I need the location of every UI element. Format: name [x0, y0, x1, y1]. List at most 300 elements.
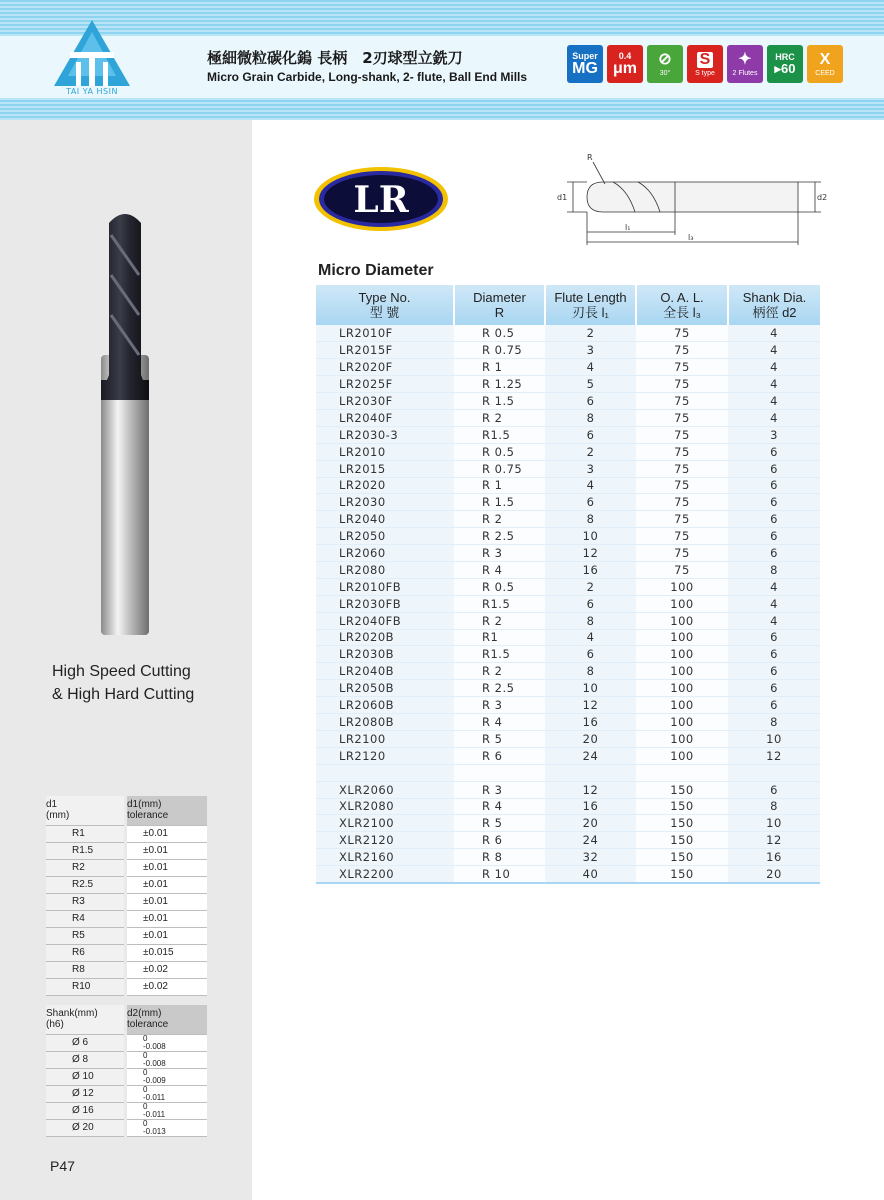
- flute-length-cell: 6: [545, 494, 636, 511]
- table-row: [316, 325, 820, 342]
- table-row: [316, 815, 820, 832]
- table-row: [316, 713, 820, 730]
- series-logo-text: LR: [353, 179, 409, 221]
- shank-dia-cell: 4: [728, 595, 820, 612]
- header-line: Shank(mm): [46, 1008, 98, 1020]
- diameter-cell: R 6: [454, 832, 545, 849]
- two-flutes-badge: [727, 45, 763, 83]
- oal-cell: 75: [636, 477, 728, 494]
- table-row: [46, 927, 207, 944]
- shank-cell: Ø 6: [46, 1034, 124, 1051]
- diameter-cell: R 2: [454, 612, 545, 629]
- title-chinese: 極細微粒碳化鎢 長柄 2刃球型立銑刀: [207, 49, 463, 67]
- diameter-cell: R 1: [454, 477, 545, 494]
- shank-tolerance-table: [46, 1005, 207, 1137]
- oal-cell: 75: [636, 409, 728, 426]
- page-number: P47: [50, 1158, 75, 1174]
- badge-sub: 2 Flutes: [732, 69, 758, 77]
- flute-length-cell: 20: [545, 815, 636, 832]
- diameter-cell: R 3: [454, 545, 545, 562]
- company-name: TAI YA HSIN: [66, 87, 118, 96]
- oal-cell: 75: [636, 325, 728, 342]
- tolerance-cell: [127, 1119, 207, 1136]
- oal-cell: 75: [636, 528, 728, 545]
- diameter-cell: R1.5: [454, 426, 545, 443]
- flute-length-cell: 3: [545, 342, 636, 359]
- shank-header: [46, 1005, 124, 1034]
- diameter-cell: R 2: [454, 409, 545, 426]
- flute-length-cell: 12: [545, 697, 636, 714]
- shank-dia-cell: 12: [728, 832, 820, 849]
- table-row: [316, 646, 820, 663]
- type-cell: LR2030FB: [316, 595, 454, 612]
- section-title: Micro Diameter: [318, 262, 434, 279]
- l1-label: l₁: [625, 223, 631, 232]
- badge-top: Super: [572, 50, 598, 61]
- d1-cell: R3: [46, 893, 124, 910]
- flute-length-cell: 8: [545, 612, 636, 629]
- flute-length-cell: 6: [545, 393, 636, 410]
- shank-dia-cell: 4: [728, 376, 820, 393]
- helix-icon: ⊘: [658, 50, 672, 68]
- header-en: O. A. L.: [660, 290, 704, 305]
- shank-dia-cell: 4: [728, 612, 820, 629]
- title-english: Micro Grain Carbide, Long-shank, 2- flute, Ball End Mills: [207, 70, 528, 84]
- tolerance-cell: ±0.02: [127, 961, 207, 978]
- oal-cell: 75: [636, 561, 728, 578]
- d1-cell: R2: [46, 859, 124, 876]
- oal-cell: 100: [636, 578, 728, 595]
- column-header-shank: [728, 285, 820, 325]
- feature-badges: [567, 45, 843, 83]
- table-row: [316, 629, 820, 646]
- upper-deviation: 0: [143, 1101, 148, 1111]
- column-header-type: [316, 285, 454, 325]
- d1-header: [46, 796, 124, 825]
- type-cell: LR2030: [316, 494, 454, 511]
- type-cell: LR2040FB: [316, 612, 454, 629]
- header-line: tolerance: [127, 1019, 169, 1031]
- header-en: Type No.: [358, 290, 411, 305]
- type-cell: LR2040B: [316, 663, 454, 680]
- d1-cell: R1.5: [46, 842, 124, 859]
- diameter-cell: R 1.5: [454, 494, 545, 511]
- diameter-cell: R 6: [454, 747, 545, 764]
- spacer-row: [316, 764, 820, 781]
- tolerance-cell: [127, 1051, 207, 1068]
- flute-length-cell: 20: [545, 730, 636, 747]
- table-row: [316, 747, 820, 764]
- flute-length-cell: 24: [545, 832, 636, 849]
- deviation: [143, 1035, 166, 1051]
- table-row: [316, 342, 820, 359]
- flute-length-cell: 10: [545, 680, 636, 697]
- shank-dia-cell: 20: [728, 866, 820, 883]
- caption-line-2: & High Hard Cutting: [52, 686, 195, 703]
- upper-deviation: 0: [143, 1084, 148, 1094]
- table-row: [316, 578, 820, 595]
- specification-table: [316, 285, 820, 884]
- table-row: [316, 612, 820, 629]
- table-row: [316, 832, 820, 849]
- diameter-cell: R 2: [454, 511, 545, 528]
- diameter-cell: R 8: [454, 849, 545, 866]
- tolerance-cell: ±0.01: [127, 859, 207, 876]
- oal-cell: 75: [636, 426, 728, 443]
- table-row: [316, 359, 820, 376]
- table-row: [46, 1119, 207, 1136]
- oal-cell: 75: [636, 460, 728, 477]
- header-zh: R: [494, 305, 505, 320]
- shank-dia-cell: 6: [728, 494, 820, 511]
- flute-length-cell: 12: [545, 545, 636, 562]
- xceed-badge: [807, 45, 843, 83]
- badge-sub: S type: [695, 69, 715, 77]
- flute-length-cell: 4: [545, 629, 636, 646]
- table-row: [46, 1051, 207, 1068]
- shank-dia-cell: 10: [728, 730, 820, 747]
- shank-dia-cell: 4: [728, 342, 820, 359]
- shank-dia-cell: 6: [728, 663, 820, 680]
- oal-cell: 150: [636, 798, 728, 815]
- flute-length-cell: 2: [545, 325, 636, 342]
- type-cell: XLR2160: [316, 849, 454, 866]
- deviation: [143, 1086, 165, 1102]
- deviation: [143, 1103, 165, 1119]
- table-row: [46, 1068, 207, 1085]
- diameter-cell: R 2: [454, 663, 545, 680]
- d1-label: d1: [557, 193, 568, 202]
- shank-dia-cell: 8: [728, 561, 820, 578]
- table-row: [316, 376, 820, 393]
- page-header: [0, 0, 884, 120]
- upper-deviation: 0: [143, 1033, 148, 1043]
- lower-deviation: -0.013: [143, 1126, 166, 1136]
- type-cell: LR2030-3: [316, 426, 454, 443]
- badge-main: X: [819, 50, 831, 68]
- shank-dia-cell: 4: [728, 325, 820, 342]
- type-cell: LR2020B: [316, 629, 454, 646]
- tolerance-cell: [127, 1102, 207, 1119]
- shank-dia-cell: 6: [728, 443, 820, 460]
- oal-cell: 150: [636, 832, 728, 849]
- type-cell: XLR2100: [316, 815, 454, 832]
- type-cell: XLR2080: [316, 798, 454, 815]
- lower-deviation: -0.008: [143, 1058, 166, 1068]
- table-row: [46, 1034, 207, 1051]
- shank-cell: Ø 16: [46, 1102, 124, 1119]
- shank-cell: Ø 12: [46, 1085, 124, 1102]
- flute-length-cell: 2: [545, 443, 636, 460]
- table-row: [316, 663, 820, 680]
- type-cell: LR2040: [316, 511, 454, 528]
- tolerance-cell: ±0.02: [127, 978, 207, 995]
- micron-badge: [607, 45, 643, 83]
- badge-top: 0.4: [618, 50, 632, 61]
- shank-dia-cell: 6: [728, 460, 820, 477]
- diameter-cell: R 0.75: [454, 460, 545, 477]
- shank-dia-cell: 10: [728, 815, 820, 832]
- flute-length-cell: 8: [545, 409, 636, 426]
- flute-length-cell: 8: [545, 663, 636, 680]
- flute-length-cell: 2: [545, 578, 636, 595]
- oal-cell: 100: [636, 697, 728, 714]
- diameter-cell: [454, 764, 545, 781]
- shank-cell: Ø 10: [46, 1068, 124, 1085]
- shank-dia-cell: 8: [728, 798, 820, 815]
- type-cell: XLR2060: [316, 781, 454, 798]
- flute-length-cell: 32: [545, 849, 636, 866]
- super-mg-badge: [567, 45, 603, 83]
- lr-series-logo: [312, 165, 450, 233]
- deviation: [143, 1069, 166, 1085]
- shank-dia-cell: 6: [728, 781, 820, 798]
- lower-deviation: -0.009: [143, 1075, 166, 1085]
- table-row: [316, 477, 820, 494]
- oal-cell: 75: [636, 511, 728, 528]
- diameter-cell: R 5: [454, 730, 545, 747]
- type-cell: LR2015F: [316, 342, 454, 359]
- oal-cell: 150: [636, 815, 728, 832]
- table-row: [316, 849, 820, 866]
- flute-length-cell: 10: [545, 528, 636, 545]
- table-row: [316, 730, 820, 747]
- shank-dia-cell: 6: [728, 680, 820, 697]
- diameter-cell: R 0.5: [454, 443, 545, 460]
- d1-cell: R1: [46, 825, 124, 842]
- flute-length-cell: 3: [545, 460, 636, 477]
- diameter-cell: R 4: [454, 713, 545, 730]
- flute-length-cell: 5: [545, 376, 636, 393]
- header-zh: 柄徑 d2: [752, 305, 797, 320]
- type-cell: LR2100: [316, 730, 454, 747]
- upper-deviation: 0: [143, 1067, 148, 1077]
- badge-main: S: [697, 52, 714, 68]
- diameter-cell: R 1.5: [454, 393, 545, 410]
- table-row: [316, 680, 820, 697]
- oal-cell: 75: [636, 342, 728, 359]
- diameter-cell: R 2.5: [454, 528, 545, 545]
- oal-cell: 100: [636, 747, 728, 764]
- type-cell: LR2040F: [316, 409, 454, 426]
- table-row: [46, 944, 207, 961]
- deviation: [143, 1052, 166, 1068]
- shank-dia-cell: 6: [728, 646, 820, 663]
- type-cell: [316, 764, 454, 781]
- type-cell: LR2050: [316, 528, 454, 545]
- type-cell: LR2060B: [316, 697, 454, 714]
- type-cell: LR2020: [316, 477, 454, 494]
- header-line: (mm): [46, 810, 70, 822]
- badge-main: ▸60: [774, 61, 796, 76]
- diameter-cell: R 1.25: [454, 376, 545, 393]
- lower-deviation: -0.011: [143, 1092, 166, 1102]
- table-row: [316, 511, 820, 528]
- header-zh: 型 號: [369, 305, 400, 320]
- diameter-cell: R1: [454, 629, 545, 646]
- diameter-cell: R 3: [454, 697, 545, 714]
- type-cell: LR2010: [316, 443, 454, 460]
- oal-cell: 100: [636, 646, 728, 663]
- shank-dia-cell: 4: [728, 578, 820, 595]
- oal-cell: 75: [636, 494, 728, 511]
- caption-line-1: High Speed Cutting: [52, 663, 191, 680]
- oal-cell: 75: [636, 359, 728, 376]
- table-row: [316, 393, 820, 410]
- badge-sub: 30°: [659, 69, 671, 77]
- shank-dia-cell: 12: [728, 747, 820, 764]
- d1-cell: R6: [46, 944, 124, 961]
- header-line: d1(mm): [127, 799, 162, 811]
- table-row: [46, 1102, 207, 1119]
- flute-length-cell: [545, 764, 636, 781]
- table-row: [316, 697, 820, 714]
- flute-length-cell: 4: [545, 359, 636, 376]
- shank-dia-cell: 4: [728, 393, 820, 410]
- type-cell: LR2030B: [316, 646, 454, 663]
- diameter-cell: R 2.5: [454, 680, 545, 697]
- flute-length-cell: 6: [545, 595, 636, 612]
- tolerance-cell: ±0.01: [127, 842, 207, 859]
- header-en: Diameter: [473, 290, 526, 305]
- d1-cell: R5: [46, 927, 124, 944]
- tolerance-cell: ±0.01: [127, 893, 207, 910]
- table-row: [316, 528, 820, 545]
- table-header-row: [46, 796, 207, 825]
- d1-cell: R2.5: [46, 876, 124, 893]
- hrc-badge: [767, 45, 803, 83]
- tolerance-cell: [127, 1034, 207, 1051]
- shank-cell: Ø 20: [46, 1119, 124, 1136]
- flute-length-cell: 16: [545, 561, 636, 578]
- tolerance-header: [127, 796, 207, 825]
- table-row: [316, 460, 820, 477]
- tolerance-cell: [127, 1085, 207, 1102]
- flute-length-cell: 8: [545, 511, 636, 528]
- diameter-cell: R 10: [454, 866, 545, 883]
- table-row: [46, 893, 207, 910]
- oal-cell: 150: [636, 849, 728, 866]
- shank-dia-cell: [728, 764, 820, 781]
- table-row: [46, 961, 207, 978]
- table-row: [46, 910, 207, 927]
- oal-cell: 150: [636, 781, 728, 798]
- deviation: [143, 1120, 166, 1136]
- oal-cell: 100: [636, 713, 728, 730]
- shank-dia-cell: 6: [728, 528, 820, 545]
- type-cell: LR2120: [316, 747, 454, 764]
- diameter-cell: R 0.5: [454, 325, 545, 342]
- shank-dia-cell: 6: [728, 629, 820, 646]
- type-cell: LR2020F: [316, 359, 454, 376]
- s-type-badge: [687, 45, 723, 83]
- column-header-flute-length: [545, 285, 636, 325]
- oal-cell: 100: [636, 730, 728, 747]
- oal-cell: 100: [636, 595, 728, 612]
- table-header-row: [46, 1005, 207, 1034]
- table-header-row: [316, 285, 820, 325]
- oal-cell: 100: [636, 629, 728, 646]
- d1-cell: R10: [46, 978, 124, 995]
- type-cell: LR2025F: [316, 376, 454, 393]
- table-row: [46, 876, 207, 893]
- oal-cell: 100: [636, 663, 728, 680]
- header-line: tolerance: [127, 810, 169, 822]
- table-row: [316, 561, 820, 578]
- shank-dia-cell: 6: [728, 511, 820, 528]
- d1-cell: R4: [46, 910, 124, 927]
- column-header-oal: [636, 285, 728, 325]
- d2-label: d2: [817, 193, 828, 202]
- tolerance-cell: ±0.01: [127, 927, 207, 944]
- flute-length-cell: 24: [545, 747, 636, 764]
- company-logo: [52, 18, 132, 96]
- table-row: [316, 798, 820, 815]
- shank-dia-cell: 3: [728, 426, 820, 443]
- shank-dia-cell: 4: [728, 359, 820, 376]
- diameter-cell: R 1: [454, 359, 545, 376]
- diameter-cell: R1.5: [454, 595, 545, 612]
- lower-deviation: -0.011: [143, 1109, 166, 1119]
- diameter-cell: R 3: [454, 781, 545, 798]
- lower-deviation: -0.008: [143, 1041, 166, 1051]
- table-row: [316, 545, 820, 562]
- table-row: [46, 825, 207, 842]
- diameter-cell: R 0.5: [454, 578, 545, 595]
- table-row: [316, 426, 820, 443]
- badge-top: HRC: [775, 52, 795, 62]
- oal-cell: 75: [636, 393, 728, 410]
- table-row: [46, 842, 207, 859]
- type-cell: LR2060: [316, 545, 454, 562]
- header-line: d2(mm): [127, 1008, 162, 1020]
- flute-length-cell: 6: [545, 426, 636, 443]
- diameter-cell: R 4: [454, 798, 545, 815]
- flute-length-cell: 12: [545, 781, 636, 798]
- shank-dia-cell: 4: [728, 409, 820, 426]
- table-row: [316, 781, 820, 798]
- table-row: [316, 866, 820, 883]
- tool-dimension-diagram: [553, 150, 833, 250]
- table-row: [316, 494, 820, 511]
- type-cell: LR2080: [316, 561, 454, 578]
- flute-length-cell: 4: [545, 477, 636, 494]
- flute-icon: ✦: [738, 50, 752, 68]
- header-line: (h6): [46, 1019, 64, 1031]
- type-cell: XLR2200: [316, 866, 454, 883]
- upper-deviation: 0: [143, 1118, 148, 1128]
- type-cell: LR2080B: [316, 713, 454, 730]
- table-row: [316, 443, 820, 460]
- diameter-cell: R 4: [454, 561, 545, 578]
- tolerance-cell: ±0.01: [127, 910, 207, 927]
- oal-cell: 100: [636, 612, 728, 629]
- type-cell: LR2010FB: [316, 578, 454, 595]
- upper-deviation: 0: [143, 1050, 148, 1060]
- shank-dia-cell: 16: [728, 849, 820, 866]
- d1-tolerance-table: [46, 796, 207, 996]
- diameter-cell: R 5: [454, 815, 545, 832]
- column-header-diameter: [454, 285, 545, 325]
- flute-length-cell: 6: [545, 646, 636, 663]
- header-zh: 全長 l₃: [663, 305, 701, 320]
- tolerance-cell: [127, 1068, 207, 1085]
- d1-cell: R8: [46, 961, 124, 978]
- oal-cell: 75: [636, 443, 728, 460]
- helix-angle-badge: [647, 45, 683, 83]
- l3-label: l₃: [688, 233, 694, 242]
- diameter-cell: R 0.75: [454, 342, 545, 359]
